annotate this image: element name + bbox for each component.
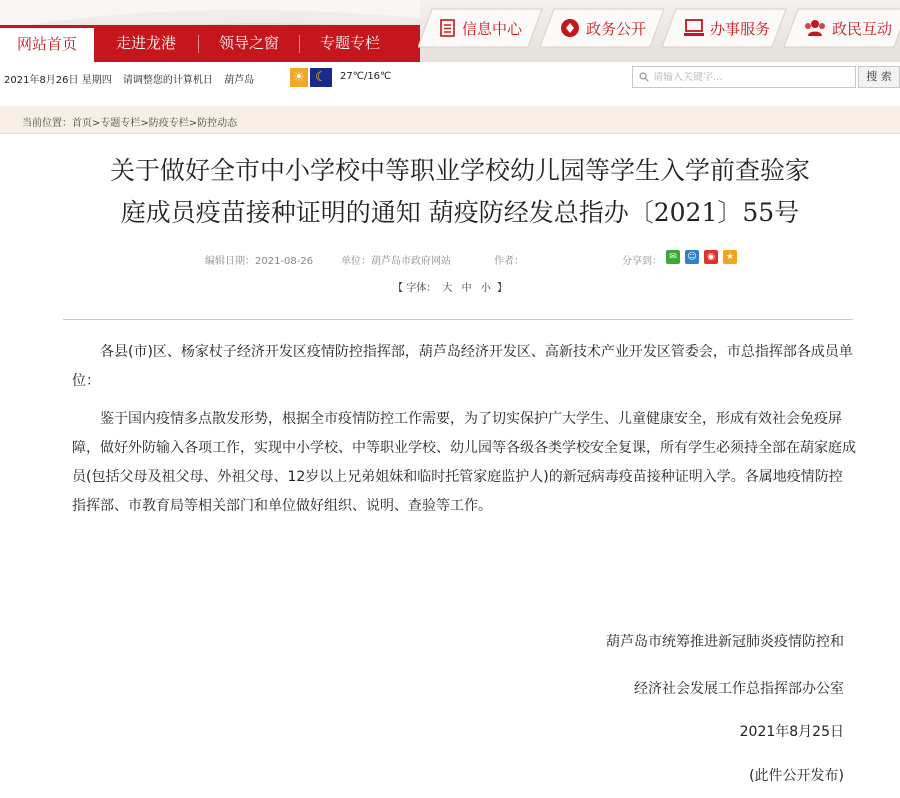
share-icons (666, 250, 742, 264)
body-paragraph: 各县(市)区、杨家杖子经济开发区疫情防控指挥部，葫芦岛经济开发区、高新技术产业开发区管委会，市总指挥部各成员单位： (72, 344, 853, 389)
search-box (632, 66, 856, 88)
tab-gov-affairs[interactable] (540, 8, 665, 48)
nav-item-special[interactable]: 专题专栏 (300, 25, 400, 62)
shield-icon (560, 18, 580, 38)
signature-date: 2021年8月25日 (739, 724, 844, 740)
search-input[interactable] (653, 72, 853, 83)
article-meta (0, 252, 900, 268)
article-body (72, 338, 856, 530)
font-small-button[interactable]: 小 (480, 283, 491, 294)
site-header (0, 0, 900, 62)
qq-icon[interactable]: ☺ (685, 250, 699, 264)
info-bar (0, 62, 900, 94)
tab-interaction[interactable] (784, 8, 900, 48)
tab-label: 办事服务 (710, 19, 771, 38)
search-button[interactable]: 搜 索 (858, 66, 900, 88)
article-title (40, 150, 880, 234)
people-icon (804, 19, 826, 37)
breadcrumb-prefix: 当前位置： (22, 118, 72, 129)
portal-tabs (418, 8, 900, 48)
tab-label: 政务公开 (586, 19, 647, 38)
temperature: 27℃/16℃ (340, 71, 392, 82)
weather-widget (290, 68, 332, 87)
city-name: 葫芦岛 (224, 75, 255, 86)
public-note: (此件公开发布) (749, 768, 844, 784)
moon-icon: ☾ (310, 68, 332, 87)
monitor-icon (684, 19, 704, 37)
wechat-icon[interactable]: ✉ (666, 250, 680, 264)
breadcrumb-sep: > (140, 118, 149, 129)
font-medium-button[interactable]: 中 (461, 283, 472, 294)
tab-services[interactable] (662, 8, 787, 48)
nav-item-leaders[interactable]: 领导之窗 (199, 25, 299, 62)
main-nav (0, 25, 420, 62)
tab-label: 政民互动 (832, 19, 893, 38)
signature-line: 经济社会发展工作总指挥部办公室 (634, 681, 844, 697)
breadcrumb-bar (0, 106, 900, 134)
edit-date: 编辑日期：2021-08-26 (205, 256, 314, 267)
breadcrumb-epidemic[interactable]: 防疫专栏 (148, 118, 189, 129)
breadcrumb-home[interactable]: 首页 (72, 118, 92, 129)
breadcrumb (22, 114, 237, 129)
document-icon (440, 19, 456, 37)
date-line (4, 71, 262, 86)
publish-unit: 单位：葫芦岛市政府网站 (341, 256, 451, 267)
weibo-icon[interactable]: ◉ (704, 250, 718, 264)
title-divider (63, 319, 853, 320)
title-line: 庭成员疫苗接种证明的通知 葫疫防经发总指办〔2021〕55号 (120, 198, 800, 227)
breadcrumb-dynamics[interactable]: 防控动态 (197, 118, 238, 129)
breadcrumb-special[interactable]: 专题专栏 (100, 118, 141, 129)
nav-item-longgang[interactable]: 走进龙港 (94, 25, 198, 62)
calibrate-note: 请调整您的计算机日 (122, 75, 213, 86)
breadcrumb-sep: > (92, 118, 101, 129)
font-size-prefix: 【 字体： (393, 283, 437, 294)
author: 作者： (494, 256, 524, 267)
signature-line: 葫芦岛市统筹推进新冠肺炎疫情防控和 (606, 634, 844, 650)
search-icon (639, 72, 649, 82)
font-size-control (0, 279, 900, 294)
current-date: 2021年8月26日 星期四 (4, 75, 112, 86)
breadcrumb-sep: > (188, 118, 198, 129)
body-paragraph: 鉴于国内疫情多点散发形势，根据全市疫情防控工作需要，为了切实保护广大学生、儿童健康安全，形成有效社会免疫屏障，做好外防输入各项工作，实现中小学校、中等职业学校、幼儿园等各级各类学校安全复课，所有学生必须持全部在葫家庭成员(包括父母及祖父母、外祖父母、12岁以上兄弟姐妹和临时托管家庭监护人)的新冠病毒疫苗接种证明入学。各属地疫情防控指挥部、市教育局等相关部门和单位做好组织、说明、查验等工作。 (72, 411, 856, 514)
sun-icon: ☀ (290, 68, 308, 87)
nav-home[interactable]: 网站首页 (0, 25, 94, 62)
font-size-suffix: 】 (496, 283, 507, 294)
tab-label: 信息中心 (462, 19, 523, 38)
title-line: 关于做好全市中小学校中等职业学校幼儿园等学生入学前查验家 (109, 156, 810, 185)
nav-red-group (94, 25, 420, 62)
tab-info-center[interactable] (418, 8, 543, 48)
share-label: 分享到： (622, 256, 662, 267)
qzone-icon[interactable]: ★ (723, 250, 737, 264)
font-large-button[interactable]: 大 (442, 283, 453, 294)
